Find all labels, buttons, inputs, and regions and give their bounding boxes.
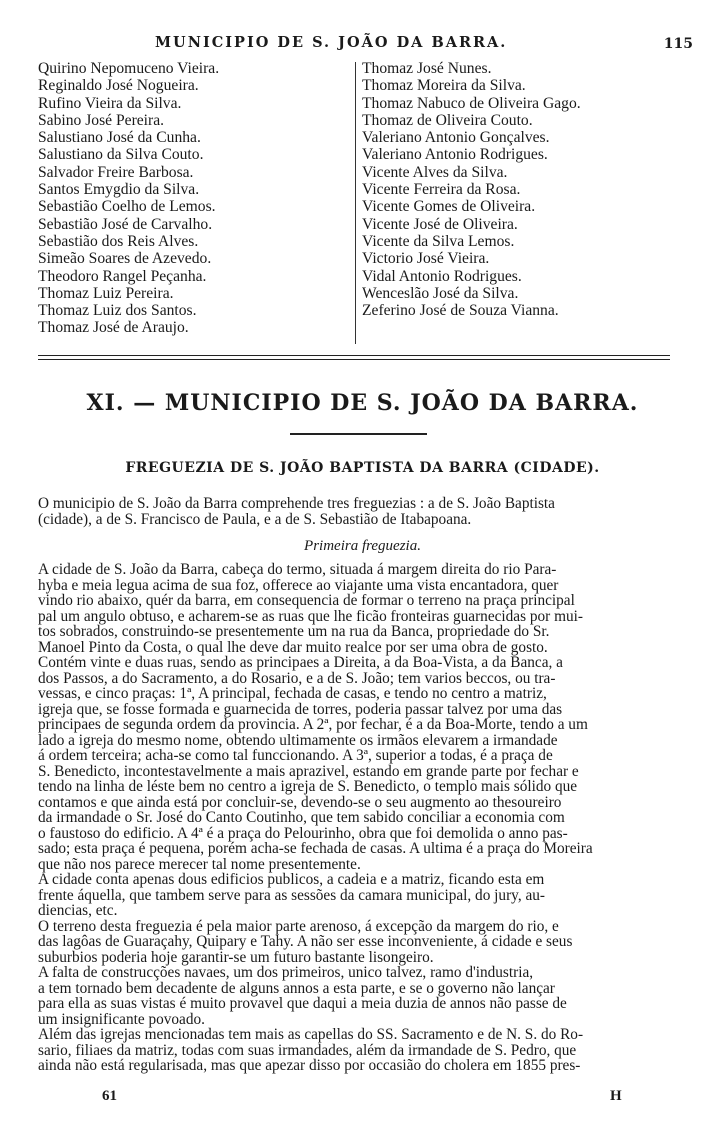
- text-line: A cidade conta apenas dous edificios publicos, a cadeia e a matriz, ficando esta em: [38, 871, 545, 888]
- intro-paragraph: [38, 496, 680, 527]
- list-item: Vidal Antonio Rodrigues.: [362, 267, 522, 285]
- text-line: A falta de construcções navaes, um dos primeiros, unico talvez, ramo d'industria,: [38, 964, 534, 981]
- title-underline: [290, 433, 427, 435]
- list-item: Salustiano da Silva Couto.: [38, 146, 204, 164]
- text-line: sario, filiaes da matriz, todas com suas irmandades, além da irmandade de S. Pedro, que: [38, 1041, 577, 1059]
- text-line: tendo na linha de léste bem no centro a igreja de S. Benedicto, o templo mais sólido que: [38, 778, 578, 795]
- running-head: [0, 34, 725, 54]
- list-item: Thomaz José de Araujo.: [38, 319, 189, 337]
- subsection-title: FREGUEZIA DE S. JOÃO BAPTISTA DA BARRA (CIDADE).: [125, 460, 600, 476]
- text-line: hyba e meia legua acima de sua foz, offerece ao viajante uma vista encantadora, quer: [38, 576, 559, 594]
- text-line: O municipio de S. João da Barra comprehende tres freguezias : a de S. João Baptista: [38, 495, 555, 512]
- list-item: Vicente Ferreira da Rosa.: [362, 181, 521, 199]
- text-line: um insignificante povoado.: [38, 1010, 205, 1028]
- list-item: Valeriano Antonio Rodrigues.: [362, 146, 548, 164]
- body-text: [38, 562, 680, 1074]
- list-item: Victorio José Vieira.: [362, 250, 490, 268]
- text-line: igreja que, se fosse formada e guarnecida de torres, poderia passar talvez por uma das: [38, 700, 563, 718]
- text-line: tos sobrados, construindo-se presentemente um na rua da Banca, propriedade do Sr.: [38, 623, 550, 640]
- list-item: Thomaz Luiz dos Santos.: [38, 302, 197, 320]
- signature-mark-right: H: [610, 1088, 622, 1104]
- list-item: Santos Emygdio da Silva.: [38, 181, 200, 199]
- list-item: Vicente Gomes de Oliveira.: [362, 198, 536, 216]
- text-line: pal um angulo obtuso, e acharem-se as ruas que lhe ficão fronteiras guarnecidas por mui-: [38, 607, 583, 625]
- text-line: o faustoso do edificio. A 4ª é a praça do Pelourinho, obra que foi demolida o anno pas-: [38, 824, 568, 842]
- text-line: que não nos parece merecer tal nome presentemente.: [38, 855, 361, 873]
- list-item: Valeriano Antonio Gonçalves.: [362, 129, 550, 147]
- text-line: O terreno desta freguezia é pela maior parte arenoso, á excepção da margem do rio, e: [38, 917, 559, 935]
- list-item: Vicente da Silva Lemos.: [362, 232, 515, 250]
- list-item: Zeferino José de Souza Vianna.: [362, 302, 559, 320]
- text-line: lado a igreja do mesmo nome, obtendo ultimamente os irmãos elevarem a irmandade: [38, 731, 558, 749]
- text-line: vindo rio abaixo, quér da barra, em consequencia de formar o terreno na praça principal: [38, 592, 575, 609]
- list-item: Sebastião Coelho de Lemos.: [38, 198, 216, 216]
- text-line: contamos e que ainda está por concluir-se, devendo-se o seu augmento ao thesoureiro: [38, 793, 562, 811]
- text-line: (cidade), a de S. Francisco de Paula, e a de S. Sebastião de Itabapoana.: [38, 510, 472, 528]
- text-line: frente áquella, que tambem serve para as sessões da camara municipal, do jury, au-: [38, 886, 545, 904]
- signature-mark-left: 61: [102, 1088, 117, 1104]
- names-list-left: [38, 60, 348, 337]
- list-item: Theodoro Rangel Peçanha.: [38, 267, 207, 285]
- section-title: XI. — MUNICIPIO DE S. JOÃO DA BARRA.: [86, 390, 639, 416]
- text-line: dos Passos, a do Sacramento, a do Rosario, e a de S. João; tem varios beccos, ou tra-: [38, 669, 556, 687]
- text-line: Contém vinte e duas ruas, sendo as principaes a Direita, a da Boa-Vista, a da Banca, a: [38, 654, 563, 671]
- list-item: Thomaz Luiz Pereira.: [38, 284, 174, 302]
- list-item: Thomaz de Oliveira Couto.: [362, 111, 533, 129]
- text-line: a tem tornado bem decadente de alguns annos a esta parte, e se o governo não lançar: [38, 979, 555, 997]
- running-title: MUNICIPIO DE S. JOÃO DA BARRA.: [155, 34, 508, 51]
- list-item: Sebastião dos Reis Alves.: [38, 232, 199, 250]
- list-item: Simeão Soares de Azevedo.: [38, 250, 212, 268]
- text-line: principaes de segunda ordem da provincia. A 2ª, por fechar, é a da Boa-Morte, tendo a um: [38, 716, 588, 733]
- column-divider: [355, 62, 356, 344]
- text-line: diencias, etc.: [38, 902, 118, 919]
- text-line: para ella as suas vistas é muito provavel que daqui a meia duzia de annos não passe de: [38, 995, 567, 1012]
- list-item: Sabino José Pereira.: [38, 111, 165, 129]
- list-item: Quirino Nepomuceno Vieira.: [38, 60, 220, 77]
- list-item: Sebastião José de Carvalho.: [38, 215, 213, 233]
- list-item: Salvador Freire Barbosa.: [38, 163, 194, 181]
- text-line: sado; esta praça é pequena, porém acha-se fechada de casas. A ultima é a praça do Moreira: [38, 840, 593, 857]
- list-item: Wenceslão José da Silva.: [362, 284, 519, 302]
- text-line: Manoel Pinto da Costa, o qual lhe deve dar muito realce por ser uma obra de gosto.: [38, 638, 548, 656]
- section-divider: [38, 355, 670, 360]
- list-item: Reginaldo José Nogueira.: [38, 77, 199, 95]
- text-line: ainda não está regularisada, mas que apezar disso por occasião do cholera em 1855 pres-: [38, 1057, 581, 1074]
- text-line: S. Benedicto, incontestavelmente a mais aprazivel, estando em grande parte por fechar e: [38, 762, 579, 780]
- text-line: vessas, e cinco praças: 1ª, A principal, fechada de casas, e tendo no centro a matriz,: [38, 685, 547, 702]
- list-item: Vicente Alves da Silva.: [362, 163, 508, 181]
- list-item: Salustiano José da Cunha.: [38, 129, 201, 147]
- list-item: Thomaz Moreira da Silva.: [362, 77, 526, 95]
- text-line: Além das igrejas mencionadas tem mais as capellas do SS. Sacramento e de N. S. do Ro-: [38, 1026, 584, 1043]
- text-line: suburbios poderia hoje garantir-se um futuro bastante lisongeiro.: [38, 948, 434, 966]
- names-list-right: [362, 60, 702, 319]
- text-line: das lagôas de Guaraçahy, Quipary e Tahy. A não ser esse inconveniente, á cidade e seus: [38, 933, 573, 950]
- list-item: Thomaz Nabuco de Oliveira Gago.: [362, 94, 581, 112]
- list-item: Rufino Vieira da Silva.: [38, 94, 182, 112]
- freguezia-heading: Primeira freguezia.: [304, 538, 421, 554]
- list-item: Vicente José de Oliveira.: [362, 215, 518, 233]
- page-number: 115: [663, 36, 693, 52]
- text-line: á ordem terceira; acha-se como tal funccionando. A 3ª, superior a todas, é a praça de: [38, 747, 553, 764]
- text-line: A cidade de S. João da Barra, cabeça do termo, situada á margem direita do rio Para-: [38, 561, 557, 578]
- list-item: Thomaz José Nunes.: [362, 60, 492, 77]
- text-line: da irmandade o Sr. José do Canto Coutinho, que tem sabido conciliar a economia com: [38, 809, 565, 826]
